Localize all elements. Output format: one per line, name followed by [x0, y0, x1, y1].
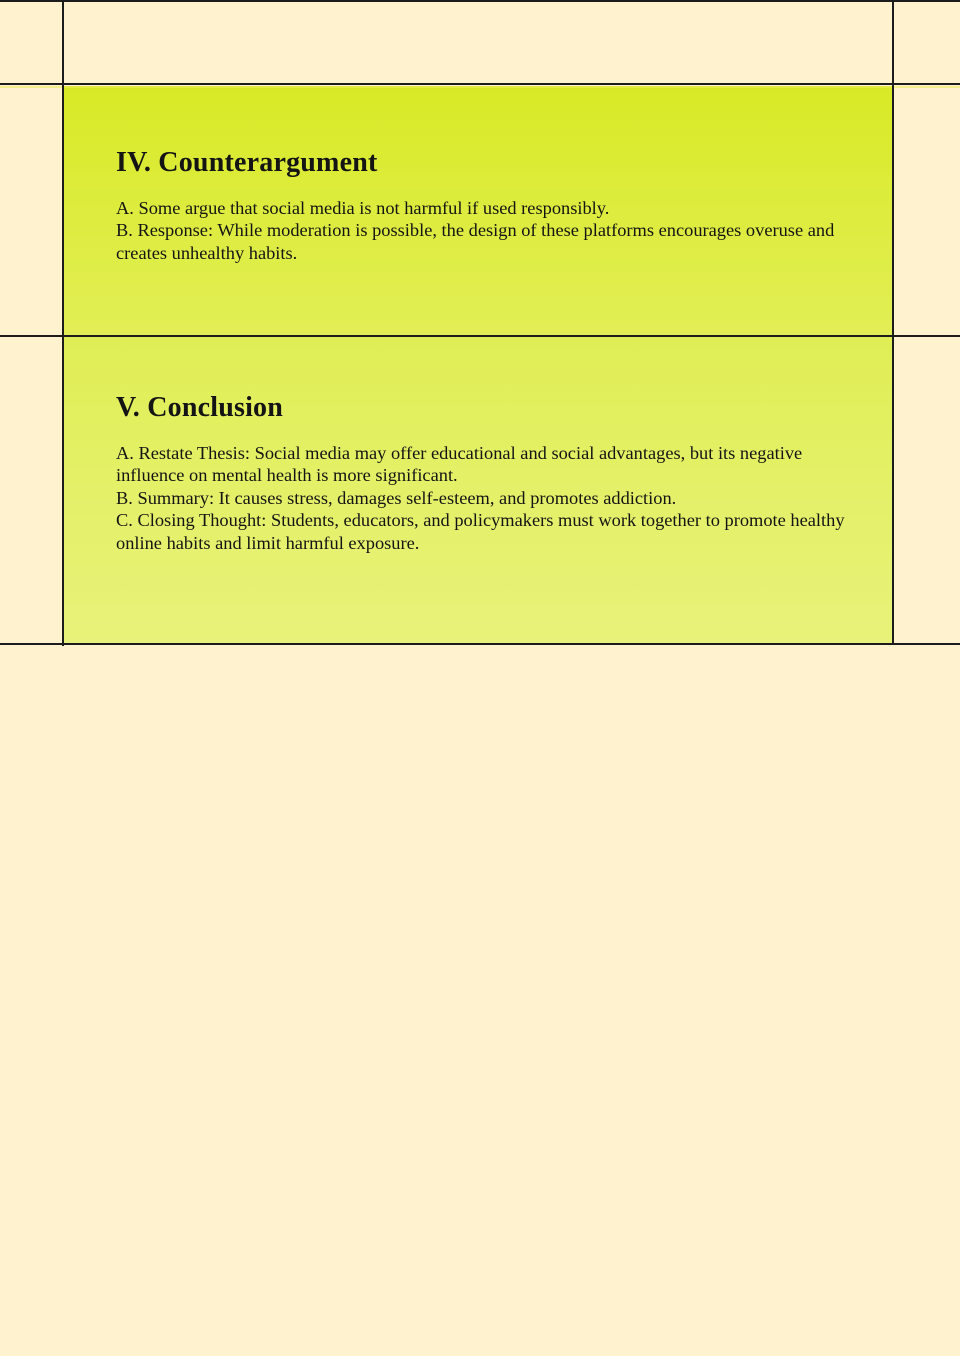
section-line: A. Restate Thesis: Social media may offer educational and social advantages, but its negative influence on mental health is more significant.: [116, 443, 803, 486]
section-title: IV. Counterargument: [116, 147, 378, 178]
section-line: A. Some argue that social media is not harmful if used responsibly.: [116, 198, 610, 218]
counterargument-section: [116, 145, 846, 264]
section-line: B. Summary: It causes stress, damages self-esteem, and promotes addiction.: [116, 487, 677, 508]
table-rule-left: [62, 0, 64, 646]
table-rule-2: [0, 335, 960, 337]
table-rule-top: [0, 0, 960, 2]
section-line: B. Response: While moderation is possible, the design of these platforms encourages overuse and creates unhealthy habits.: [116, 220, 835, 263]
section-body: [116, 197, 846, 264]
conclusion-section: [116, 390, 846, 554]
section-line: C. Closing Thought: Students, educators, and policymakers must work together to promote healthy online habits and limit harmful exposure.: [116, 510, 845, 553]
table-rule-1: [0, 83, 960, 85]
table-rule-right: [892, 0, 894, 644]
table-rule-3: [0, 643, 960, 645]
section-title: V. Conclusion: [116, 392, 284, 423]
section-body: [116, 442, 846, 554]
accent-line: [0, 86, 960, 88]
